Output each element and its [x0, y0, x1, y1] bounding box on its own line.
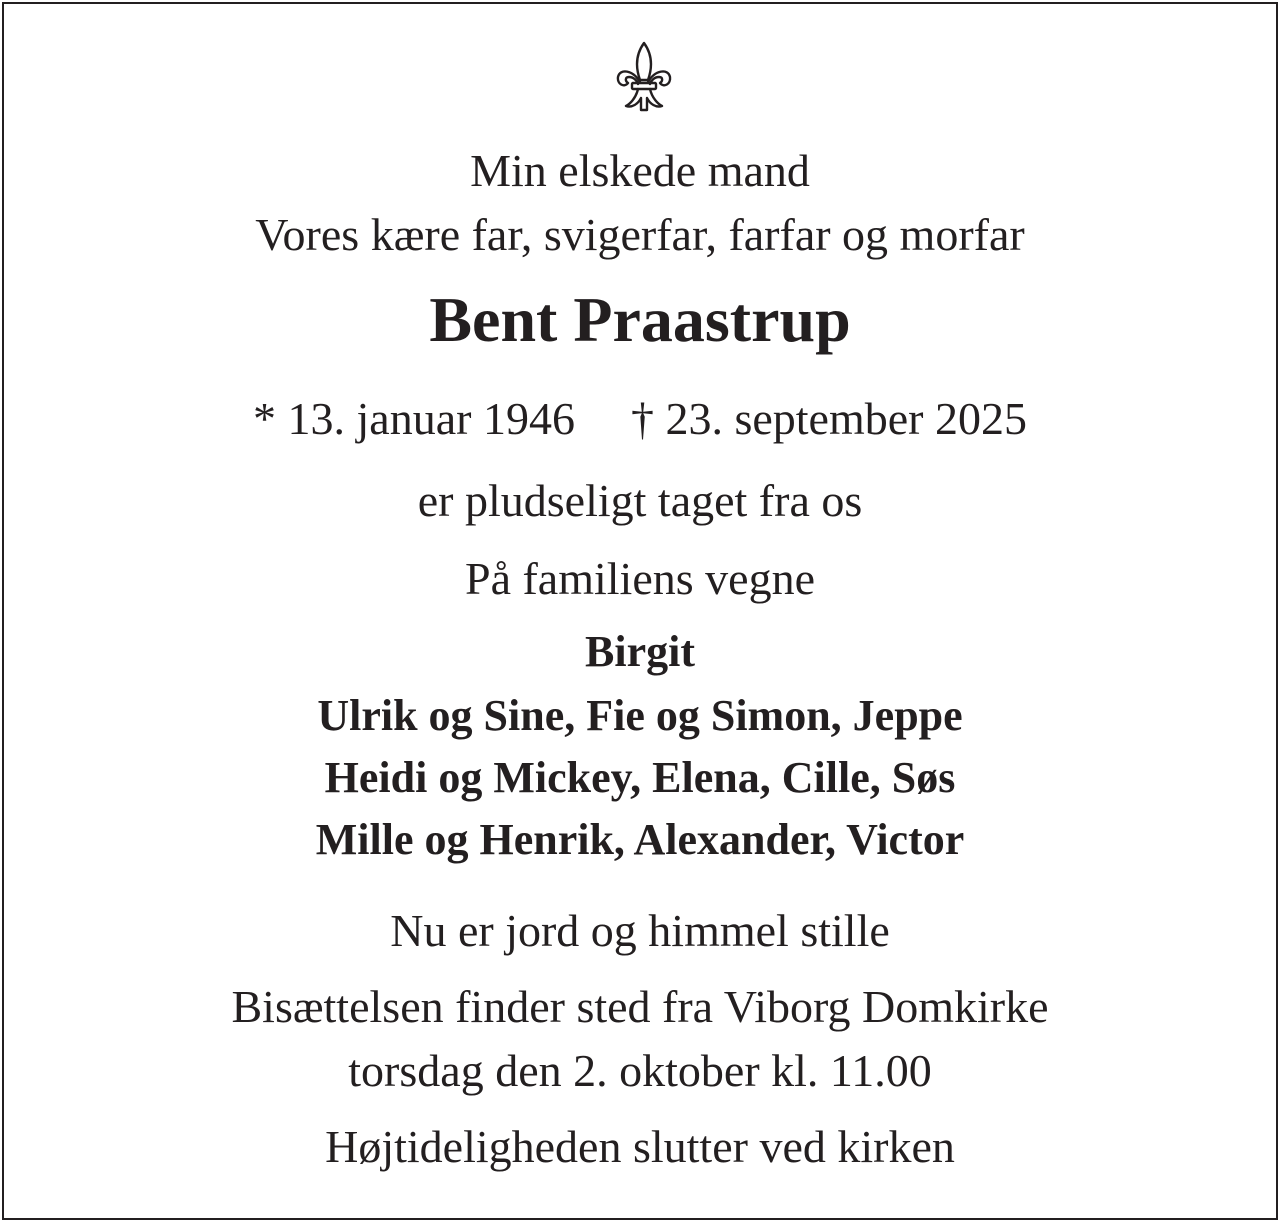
- ceremony-line-1: Bisættelsen finder sted fra Viborg Domkirke: [231, 981, 1049, 1032]
- death-date: † 23. september 2025: [630, 393, 1027, 444]
- message-line: er pludseligt taget fra os: [417, 475, 863, 526]
- family-line-3: Heidi og Mickey, Elena, Cille, Søs: [324, 753, 956, 802]
- on-behalf-line: På familiens vegne: [464, 553, 815, 604]
- deceased-name: Bent Praastrup: [429, 284, 851, 355]
- closing-line: Højtideligheden slutter ved kirken: [325, 1121, 955, 1172]
- birth-date: * 13. januar 1946: [253, 393, 575, 444]
- family-line-4: Mille og Henrik, Alexander, Victor: [315, 815, 965, 864]
- life-dates: [4, 393, 1276, 444]
- intro-line-2: Vores kære far, svigerfar, farfar og morfar: [255, 209, 1025, 260]
- ceremony-line-2: torsdag den 2. oktober kl. 11.00: [348, 1045, 932, 1096]
- fleur-de-lis-icon: [614, 40, 674, 114]
- intro-line-1: Min elskede mand: [470, 145, 810, 196]
- family-line-1: Birgit: [585, 627, 695, 676]
- verse-line: Nu er jord og himmel stille: [390, 905, 890, 956]
- obituary-notice: [2, 2, 1278, 1220]
- family-line-2: Ulrik og Sine, Fie og Simon, Jeppe: [317, 691, 963, 740]
